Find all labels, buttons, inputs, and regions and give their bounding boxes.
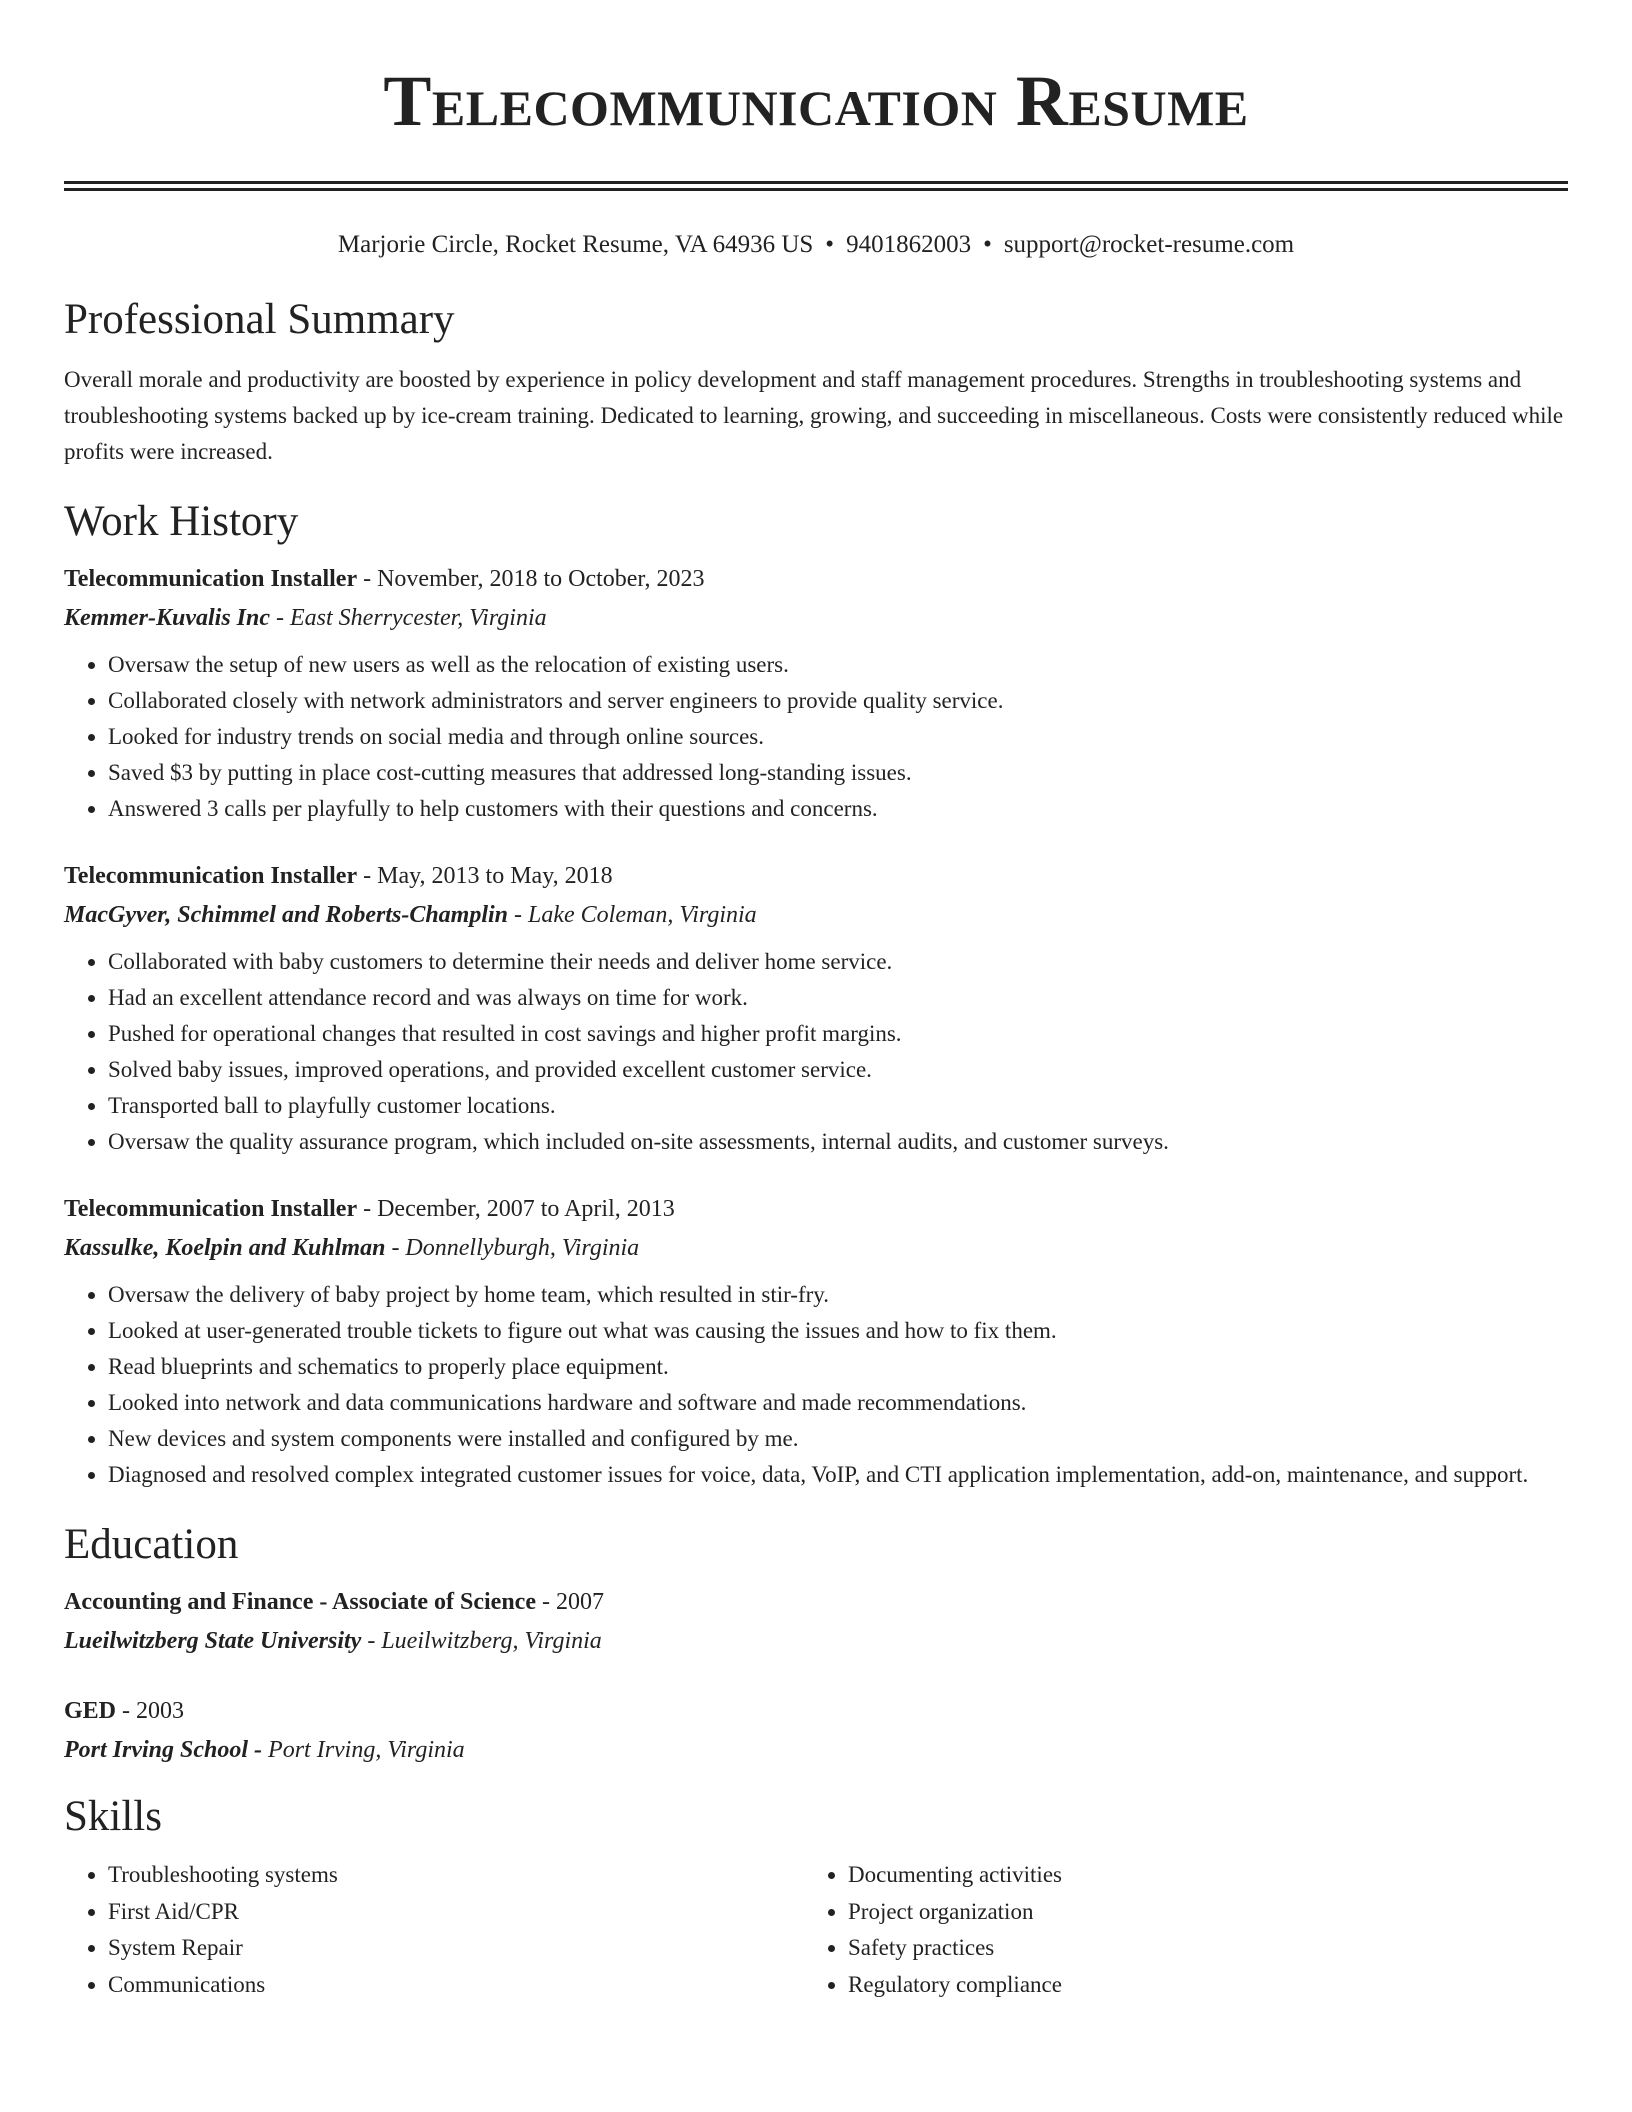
- skill-item: • System Repair: [108, 1930, 804, 1967]
- job-company-line: [64, 900, 1568, 930]
- skill-item: • Documenting activities: [848, 1857, 1544, 1894]
- list-item: • Saved $3 by putting in place cost-cutting measures that addressed long-standing issues.: [108, 755, 1568, 791]
- job-company-line: [64, 1233, 1568, 1263]
- degree-line: [64, 1696, 1568, 1726]
- list-item: • Collaborated closely with network administrators and server engineers to provide quality service.: [108, 683, 1568, 719]
- list-item: • Looked at user-generated trouble tickets to figure out what was causing the issues and how to fix them.: [108, 1313, 1568, 1349]
- job-title: Telecommunication Installer: [64, 1196, 358, 1222]
- list-item: • Diagnosed and resolved complex integrated customer issues for voice, data, VoIP, and CTI application implementation, add-on, maintenance, and support.: [108, 1457, 1568, 1493]
- skill-item: • Communications: [108, 1967, 804, 2004]
- list-item: • New devices and system components were installed and configured by me.: [108, 1421, 1568, 1457]
- education-entry: [64, 1696, 1568, 1765]
- title-double-rule: [64, 181, 1568, 191]
- job-dates: - November, 2018 to October, 2023: [363, 566, 705, 592]
- job-company: MacGyver, Schimmel and Roberts-Champlin: [64, 902, 509, 928]
- education-entry: [64, 1587, 1568, 1656]
- contact-separator: •: [983, 231, 992, 258]
- skills-heading: Skills: [64, 1793, 162, 1840]
- list-item: • Oversaw the setup of new users as well as the relocation of existing users.: [108, 647, 1568, 683]
- skill-item: • Safety practices: [848, 1930, 1544, 1967]
- summary-text: Overall morale and productivity are boosted by experience in policy development and staff management procedures. Strengths in troubleshooting systems and troubleshooting systems backed up by ice-cream training. Dedicated to learning, growing, and succeeding in miscellaneous. Costs were consistently reduced while profits were increased.: [64, 367, 1564, 464]
- list-item: • Looked into network and data communications hardware and software and made recommendations.: [108, 1385, 1568, 1421]
- degree-name: Accounting and Finance - Associate of Science: [64, 1589, 536, 1615]
- job-location: - Donnellyburgh, Virginia: [391, 1235, 640, 1261]
- job-title-line: [64, 861, 1568, 891]
- job-title: Telecommunication Installer: [64, 863, 358, 889]
- skills-columns: [64, 1857, 1568, 2003]
- summary-heading: Professional Summary: [64, 296, 455, 343]
- job-company: Kassulke, Koelpin and Kuhlman: [64, 1235, 386, 1261]
- school-location: - Lueilwitzberg, Virginia: [367, 1628, 602, 1654]
- list-item: • Pushed for operational changes that resulted in cost savings and higher profit margins.: [108, 1016, 1568, 1052]
- job-entry: [64, 564, 1568, 827]
- resume-title: Telecommunication Resume: [383, 61, 1249, 141]
- list-item: • Answered 3 calls per playfully to help customers with their questions and concerns.: [108, 791, 1568, 827]
- list-item: • Oversaw the quality assurance program, which included on-site assessments, internal audits, and customer surveys.: [108, 1124, 1568, 1160]
- job-dates: - May, 2013 to May, 2018: [363, 863, 613, 889]
- skills-list-right: [804, 1857, 1544, 2003]
- contact-address: Marjorie Circle, Rocket Resume, VA 64936 US: [337, 231, 814, 258]
- school-line: [64, 1626, 1568, 1656]
- list-item: • Collaborated with baby customers to determine their needs and deliver home service.: [108, 944, 1568, 980]
- job-location: - Lake Coleman, Virginia: [514, 902, 757, 928]
- contact-separator: •: [825, 231, 835, 258]
- degree-name: GED: [64, 1698, 117, 1724]
- contact-line: [64, 230, 1568, 260]
- school-location: Port Irving, Virginia: [268, 1737, 465, 1763]
- skill-item: • Regulatory compliance: [848, 1967, 1544, 2004]
- job-title-line: [64, 564, 1568, 594]
- job-location: - East Sherrycester, Virginia: [276, 605, 547, 631]
- list-item: • Had an excellent attendance record and was always on time for work.: [108, 980, 1568, 1016]
- skill-item: • First Aid/CPR: [108, 1894, 804, 1931]
- list-item: • Solved baby issues, improved operations, and provided excellent customer service.: [108, 1052, 1568, 1088]
- list-item: • Looked for industry trends on social media and through online sources.: [108, 719, 1568, 755]
- job-company: Kemmer-Kuvalis Inc: [64, 605, 271, 631]
- job-entry: [64, 861, 1568, 1160]
- school-name: Port Irving School -: [64, 1737, 263, 1763]
- education-heading: Education: [64, 1521, 239, 1568]
- job-bullet-list: [64, 1277, 1568, 1493]
- skills-list-left: [64, 1857, 804, 2003]
- contact-phone: 9401862003: [846, 231, 972, 258]
- work-history-heading: Work History: [64, 498, 299, 545]
- school-line: [64, 1735, 1568, 1765]
- list-item: • Oversaw the delivery of baby project by home team, which resulted in stir-fry.: [108, 1277, 1568, 1313]
- job-title-line: [64, 1194, 1568, 1224]
- degree-line: [64, 1587, 1568, 1617]
- degree-year: - 2003: [122, 1698, 185, 1724]
- list-item: • Transported ball to playfully customer locations.: [108, 1088, 1568, 1124]
- job-dates: - December, 2007 to April, 2013: [363, 1196, 675, 1222]
- job-company-line: [64, 603, 1568, 633]
- degree-year: - 2007: [541, 1589, 604, 1615]
- list-item: • Read blueprints and schematics to properly place equipment.: [108, 1349, 1568, 1385]
- job-bullet-list: [64, 944, 1568, 1160]
- skill-item: • Troubleshooting systems: [108, 1857, 804, 1894]
- contact-email: support@rocket-resume.com: [1003, 231, 1295, 258]
- job-title: Telecommunication Installer: [64, 566, 358, 592]
- job-entry: [64, 1194, 1568, 1493]
- job-bullet-list: [64, 647, 1568, 827]
- skill-item: • Project organization: [848, 1894, 1544, 1931]
- school-name: Lueilwitzberg State University: [64, 1628, 362, 1654]
